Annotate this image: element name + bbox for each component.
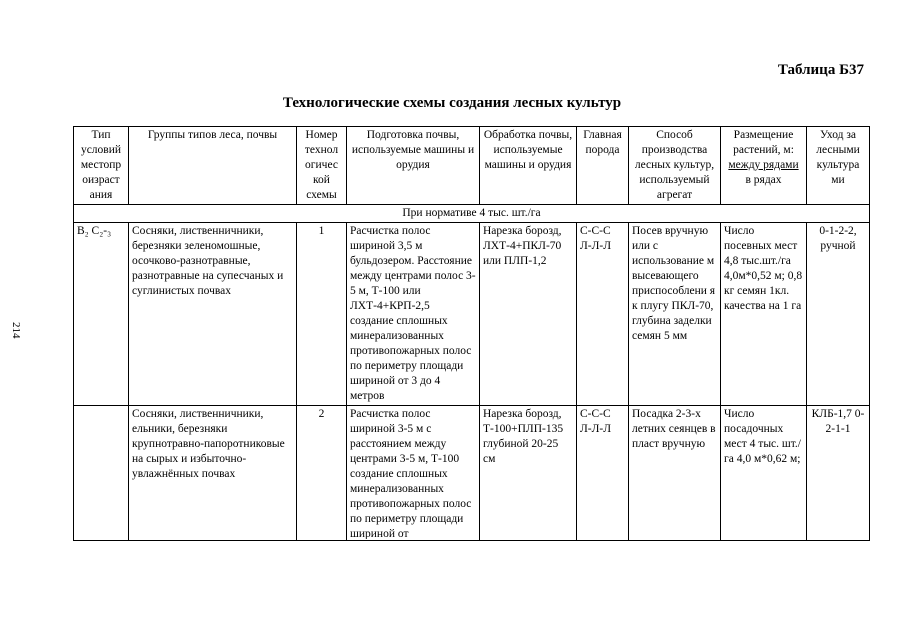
- cell-soil-treatment: Нарезка борозд, Т-100+ПЛП-135 глубиной 20-25 см: [480, 406, 577, 541]
- cell-site-type: В₂ С₂-₃: [74, 223, 129, 406]
- cell-scheme-number: 1: [297, 223, 347, 406]
- cell-scheme-number: 2: [297, 406, 347, 541]
- header-scheme-number: Номер технол огичес кой схемы: [297, 127, 347, 205]
- header-soil-preparation: Подготовка почвы, используемые машины и орудия: [347, 127, 480, 205]
- cell-soil-treatment: Нарезка борозд, ЛХТ-4+ПКЛ-70 или ПЛП-1,2: [480, 223, 577, 406]
- table-label: Таблица Б37: [777, 62, 864, 78]
- cell-care: 0-1-2-2, ручной: [807, 223, 870, 406]
- cell-main-species: С-С-С Л-Л-Л: [577, 223, 629, 406]
- cell-soil-preparation-wrap: [347, 406, 480, 541]
- header-main-species: Главная порода: [577, 127, 629, 205]
- section-label: При нормативе 4 тыс. шт./га: [74, 205, 870, 223]
- technology-schemes-table: [73, 126, 870, 541]
- document-title: Технологические схемы создания лесных культур: [282, 95, 622, 111]
- cell-soil-preparation: Расчистка полос шириной 3-5 м с расстоянием между центрами 3-5 м, Т-100 создание сплошных минерализованных противопожарных полос по периметру площади шириной от: [350, 408, 472, 539]
- header-forest-groups: Группы типов леса, почвы: [129, 127, 297, 205]
- header-site-type: Тип условий местопр оизраст ания: [74, 127, 129, 205]
- header-placement-in-rows: в рядах: [745, 174, 782, 186]
- table-row: [74, 223, 870, 406]
- header-row: [74, 127, 870, 205]
- cell-production-method: Посадка 2-3-х летних сеянцев в пласт вручную: [629, 406, 721, 541]
- page-number: 214: [10, 322, 22, 339]
- cell-main-species: С-С-С Л-Л-Л: [577, 406, 629, 541]
- table-row: [74, 406, 870, 541]
- header-placement-between-rows: между рядами: [728, 159, 799, 171]
- cell-plant-placement: Число посадочных мест 4 тыс. шт./га 4,0 м*0,62 м;: [721, 406, 807, 541]
- header-soil-treatment: Обработка почвы, используемые машины и орудия: [480, 127, 577, 205]
- cell-forest-groups: Сосняки, лиственничники, ельники, березняки крупнотравно-папоротниковые на сырых и избыточно-увлажнённых почвах: [129, 406, 297, 541]
- header-care: Уход за лесными культура ми: [807, 127, 870, 205]
- cell-plant-placement: Число посевных мест 4,8 тыс.шт./га 4,0м*0,52 м; 0,8 кг семян 1кл. качества на 1 га: [721, 223, 807, 406]
- cell-care: КЛБ-1,7 0-2-1-1: [807, 406, 870, 541]
- cell-production-method: Посев вручную или с использование м высевающего приспособлени я к плугу ПКЛ-70, глубина заделки семян 5 мм: [629, 223, 721, 406]
- cell-forest-groups: Сосняки, лиственничники, березняки зеленомошные, осочково-разнотравные, разнотравные на супесчаных и суглинистых почвах: [129, 223, 297, 406]
- section-row: [74, 205, 870, 223]
- header-production-method: Способ производства лесных культур, используемый агрегат: [629, 127, 721, 205]
- header-placement-prefix: Размещение растений, м:: [733, 129, 794, 156]
- header-plant-placement: [721, 127, 807, 205]
- cell-site-type: [74, 406, 129, 541]
- cell-soil-preparation: Расчистка полос шириной 3,5 м бульдозером. Расстояние между центрами полос 3-5 м, Т-100 или ЛХТ-4+КРП-2,5 создание сплошных минерализованных противопожарных полос по периметру площади шириной от 3 до 4 метров: [347, 223, 480, 406]
